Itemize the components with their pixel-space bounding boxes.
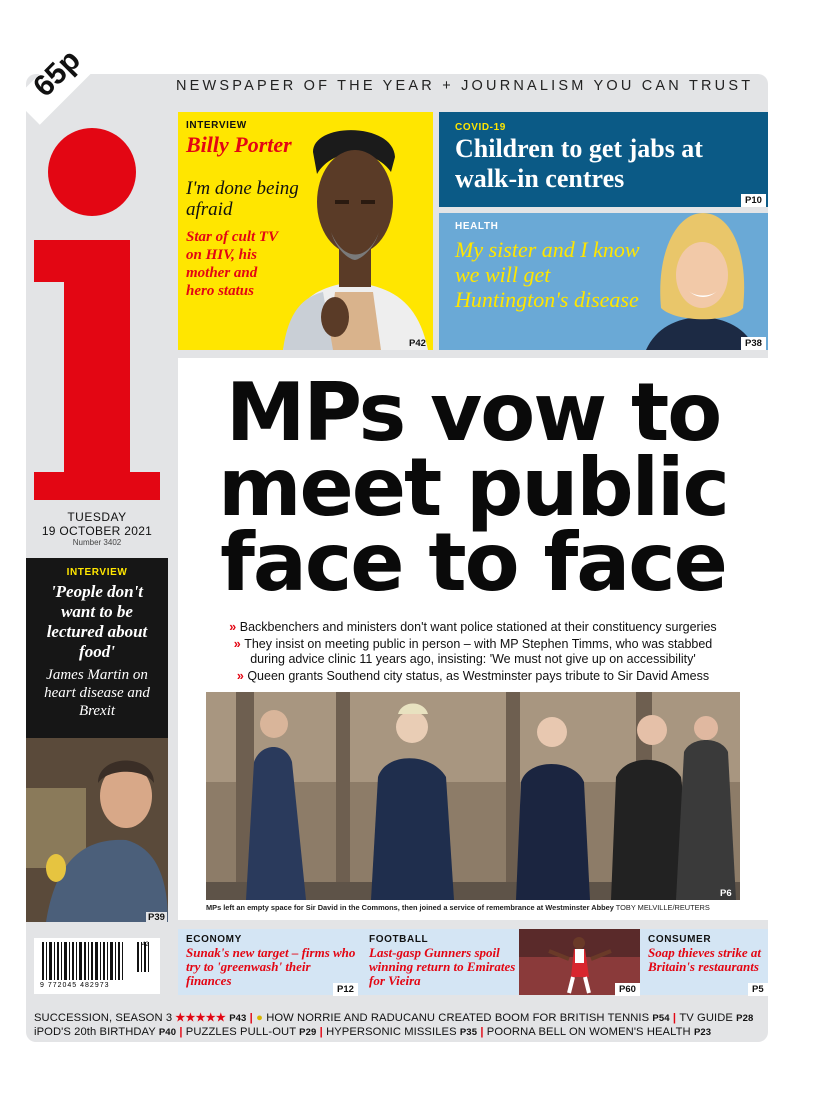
strip-page: P29 [299,1027,317,1038]
barcode-issue: 42 [142,942,149,948]
bp-quote: I'm done being afraid [186,178,299,220]
masthead-tagline: NEWSPAPER OF THE YEAR + JOURNALISM YOU CAN TRUST [176,78,754,94]
bp-kicker: INTERVIEW [186,120,247,131]
teaser-consumer[interactable] [640,929,768,995]
lead-story [178,358,768,920]
divider: | [249,1012,257,1024]
divider: | [672,1012,680,1024]
lead-photo [206,692,740,900]
issue-number: Number 3402 [72,538,122,547]
barcode-icon [40,942,154,980]
tennis-ball-icon: ● [256,1012,263,1024]
covid-headline: Children to get jabs at walk-in centres [455,134,703,193]
headline-line-1: MPs vow to [225,366,721,459]
headline-line-3: face to face [220,516,726,609]
strip-item[interactable]: PUZZLES PULL-OUT [185,1026,296,1038]
jm-page: P39 [148,912,165,922]
strip-item[interactable]: SUCCESSION, SEASON 3 [34,1012,176,1024]
strip-row-1 [34,1011,764,1024]
jm-standfirst: James Martin on heart disease and Brexit [44,667,150,719]
barcode-digits: 9 772045 482973 [40,982,110,989]
weekday: TUESDAY [67,510,127,524]
strip-item[interactable]: iPOD'S 20th BIRTHDAY [34,1026,156,1038]
portrait-image [273,112,433,350]
covid-kicker: COVID-19 [455,122,506,133]
teaser-kicker: CONSUMER [648,934,712,945]
caption-text: MPs left an empty space for Sir David in the Commons, then joined a service of remembrance at Westminster Abbey [206,903,614,912]
logo-i-icon [34,240,160,500]
strip-page: P40 [158,1027,177,1038]
bullet-3: Queen grants Southend city status, as Westminster pays tribute to Sir David Amess [247,669,710,683]
strip-row-2 [34,1026,764,1038]
bullet-2: They insist on meeting public in person – with MP Stephen Timms, who was stabbed during advice clinic 11 years ago, insisting: 'We must not give up on accessibility' [244,637,713,666]
cover-price: 65p [27,43,87,104]
barcode [34,938,160,994]
lead-bullets [178,620,768,684]
divider: | [319,1026,327,1038]
strip-page: P54 [652,1013,670,1024]
star-rating: ★★★★★ [175,1012,227,1024]
teaser-text: Sunak's new target – firms who try to 'greenwash' their finances [186,945,356,988]
bp-page: P42 [409,338,426,349]
strip-page: P28 [736,1013,754,1024]
date: 19 OCTOBER 2021 [41,524,153,538]
billy-porter-panel[interactable] [178,112,433,350]
strip-item[interactable]: HYPERSONIC MISSILES [326,1026,457,1038]
bullet-1: Backbenchers and ministers don't want police stationed at their constituency surgeries [239,620,717,634]
strip-page: P23 [693,1027,712,1038]
date-block [26,510,168,547]
covid-page: P10 [741,194,766,207]
teaser-economy[interactable] [178,929,361,995]
health-kicker: HEALTH [455,221,499,232]
bp-name: Billy Porter [186,132,292,157]
bp-standfirst: Star of cult TV on HIV, his mother and hero status [186,229,278,299]
caption-credit: TOBY MELVILLE/REUTERS [615,903,710,912]
health-headline: My sister and I know we will get Huntington's disease [455,237,640,312]
headline-line-2: meet public [218,441,728,534]
covid-panel[interactable] [439,112,768,207]
teaser-text: Last-gasp Gunners spoil winning return to Emirates for Vieira [369,945,516,988]
teaser-kicker: FOOTBALL [369,934,429,945]
teaser-page: P60 [615,983,640,996]
strip-item[interactable]: HOW NORRIE AND RADUCANU CREATED BOOM FOR BRITISH TENNIS [266,1012,650,1024]
strip-item[interactable]: POORNA BELL ON WOMEN'S HEALTH [486,1026,691,1038]
teaser-football[interactable] [361,929,640,995]
teaser-text: Soap thieves strike at Britain's restaurants [648,945,762,974]
health-portrait-image [631,213,768,350]
strip-page: P35 [459,1027,478,1038]
teaser-page: P12 [333,983,358,996]
teaser-page: P5 [748,983,768,996]
health-panel[interactable] [439,213,768,350]
teaser-kicker: ECONOMY [186,934,242,945]
jm-kicker: INTERVIEW [66,567,128,578]
photo-page: P6 [720,888,732,899]
divider: | [179,1026,186,1038]
bullet-marker: » [229,620,240,634]
jm-quote: 'People don't want to be lectured about food' [46,582,148,661]
bullet-marker: » [233,637,245,651]
james-martin-panel[interactable] [26,558,168,922]
photo-caption [206,903,740,912]
health-page: P38 [741,337,766,350]
logo-dot [48,128,136,216]
strip-item[interactable]: TV GUIDE [679,1012,733,1024]
bullet-marker: » [236,669,248,683]
strip-page: P43 [229,1013,247,1024]
divider: | [480,1026,487,1038]
